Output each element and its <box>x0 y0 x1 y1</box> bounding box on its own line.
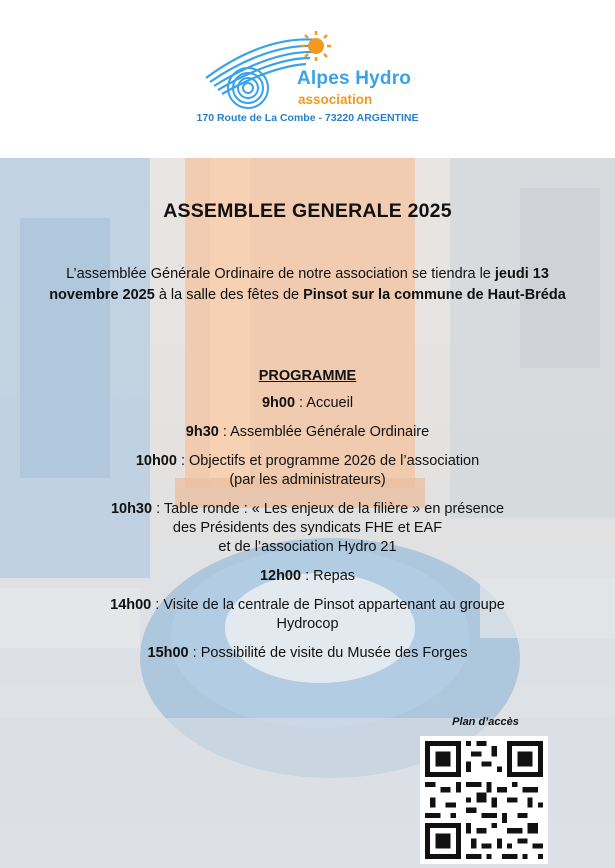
program-item <box>30 567 585 586</box>
content <box>0 158 615 868</box>
program-text-line2: (par les administrateurs) <box>229 472 386 488</box>
intro-place: Pinsot sur la commune de Haut-Bréda <box>303 287 566 303</box>
program-time: 10h30 <box>110 501 153 517</box>
program-item <box>30 500 585 557</box>
program-text: : Visite de la centrale de Pinsot appartenant au groupe <box>151 597 505 613</box>
program-item <box>30 394 585 413</box>
intro-text-1: L’assemblée Générale Ordinaire de notre association se tiendra le <box>66 266 495 282</box>
program-time: 14h00 <box>110 597 152 613</box>
program-time: 15h00 <box>147 645 189 661</box>
program <box>30 366 585 673</box>
program-text: : Table ronde : « Les enjeux de la filière » en présence <box>152 501 505 517</box>
header <box>0 0 615 158</box>
program-time: 12h00 <box>259 568 302 584</box>
intro-date: jeudi 13 novembre 2025 <box>49 266 549 303</box>
program-text-line2: Hydrocop <box>276 616 339 632</box>
program-text: : Objectifs et programme 2026 de l’association <box>176 453 480 469</box>
intro-paragraph <box>40 264 575 306</box>
intro-text-2: à la salle des fêtes de <box>154 287 304 303</box>
program-text: : Possibilité de visite du Musée des Forges <box>188 645 468 661</box>
program-text-line2: des Présidents des syndicats FHE et EAF <box>172 520 443 536</box>
program-item <box>30 596 585 634</box>
program-text: : Accueil <box>295 395 354 411</box>
program-text: : Repas <box>301 568 356 584</box>
program-time: 9h30 <box>185 424 219 440</box>
program-time: 10h00 <box>135 453 177 469</box>
access-map-label: Plan d’accès <box>452 716 519 728</box>
page-title: ASSEMBLEE GENERALE 2025 <box>163 200 452 222</box>
qr-code-icon[interactable] <box>420 736 548 864</box>
program-time: 9h00 <box>261 395 296 411</box>
program-text: : Assemblée Générale Ordinaire <box>218 424 430 440</box>
program-item <box>30 452 585 490</box>
address: 170 Route de La Combe - 73220 ARGENTINE <box>196 112 419 124</box>
program-item <box>30 644 585 663</box>
brand-subtitle: association <box>298 92 373 107</box>
program-item <box>30 423 585 442</box>
brand-name: Alpes Hydro <box>297 68 412 89</box>
program-text-line3: et de l’association Hydro 21 <box>218 539 397 555</box>
program-heading: PROGRAMME <box>258 368 357 384</box>
